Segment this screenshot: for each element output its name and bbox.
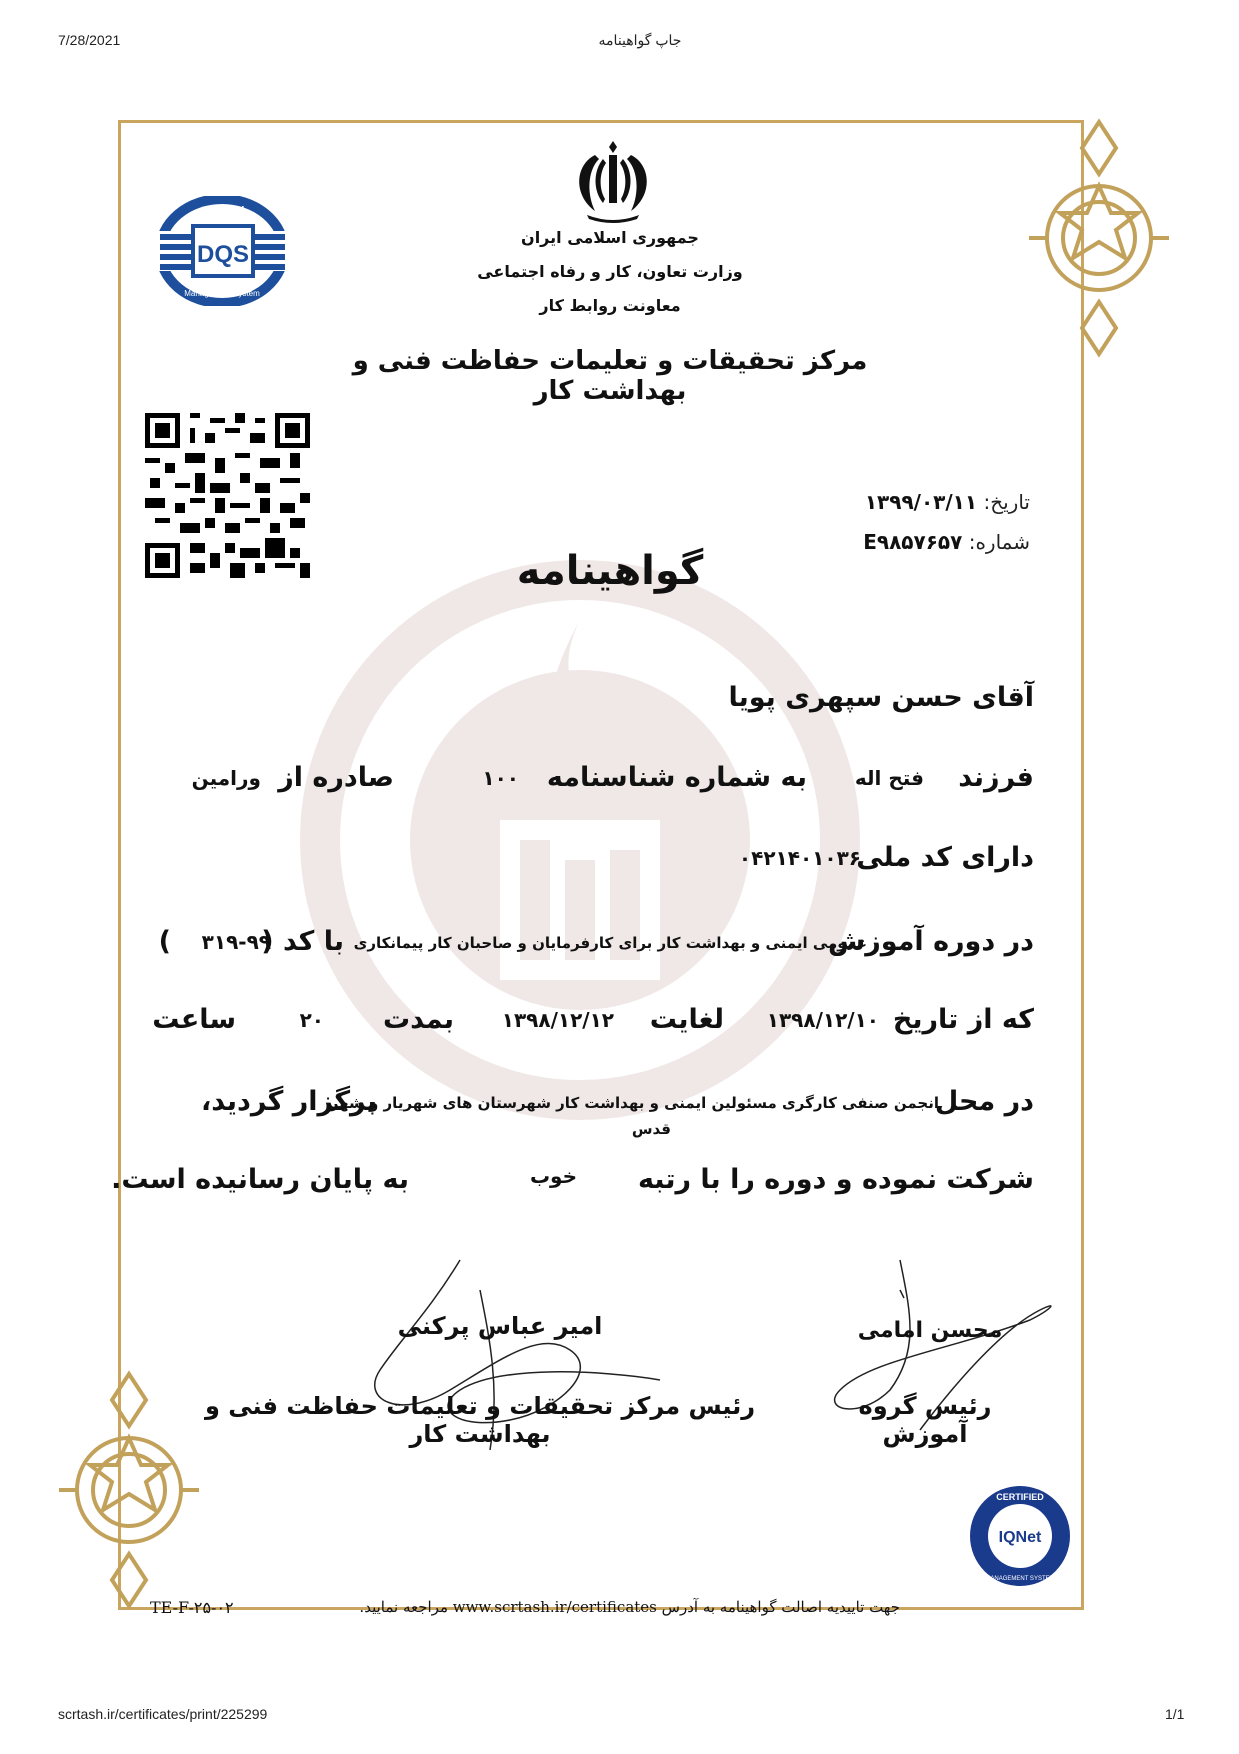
ornament-bottom-left-icon — [54, 1370, 204, 1610]
hours-label: ساعت — [152, 1004, 236, 1035]
date-label: تاریخ: — [983, 490, 1030, 514]
watermark-emblem-icon — [300, 560, 860, 1120]
grade-value: خوب — [529, 1164, 577, 1188]
course-code-close: ) — [158, 926, 171, 957]
print-date: 7/28/2021 — [58, 32, 121, 48]
child-label: فرزند — [958, 762, 1034, 793]
iqnet-certified-logo — [968, 1484, 1072, 1588]
from-label: که از تاریخ — [892, 1004, 1034, 1035]
number-value: E۹۸۵۷۶۵۷ — [863, 530, 963, 554]
print-url: scrtash.ir/certificates/print/225299 — [58, 1706, 268, 1722]
number-label: شماره: — [968, 530, 1030, 554]
iqnet-bottom-text: MANAGEMENT SYSTEM — [985, 1576, 1055, 1582]
header-line-republic: جمهوری اسلامی ایران — [521, 228, 699, 247]
place-label: در محل — [934, 1086, 1034, 1117]
course-code-label: با کد ( — [261, 926, 344, 957]
signatory-right-name: محسن امامی — [857, 1318, 1003, 1343]
recipient-name: آقای حسن سپهری پویا — [728, 682, 1034, 713]
signatory-left-title: رئیس مرکز تحقیقات و تعلیمات حفاظت فنی و بهداشت کار — [204, 1392, 756, 1448]
certificate-title: گواهینامه — [516, 548, 704, 594]
qr-code[interactable] — [145, 413, 310, 578]
form-code: TE-F-۲۵-۰۲ — [150, 1598, 234, 1617]
id-label: به شماره شناسنامه — [546, 762, 807, 793]
number-row — [820, 530, 1030, 554]
course-name: عمومی ایمنی و بهداشت کار برای کارفرمایان و صاحبان کار پیمانکاری — [353, 934, 867, 952]
issued-label: صادره از — [278, 762, 394, 793]
father-name: فتح اله — [854, 766, 924, 790]
place-line-1: انجمن صنفی کارگری مسئولین ایمنی و بهداشت کار شهرستان های شهریار و شهر — [329, 1094, 939, 1112]
course-code: ۳۱۹-۹۹ — [201, 930, 271, 954]
dqs-top-text: Certified — [199, 205, 245, 217]
national-code-label: دارای کد ملی — [856, 842, 1034, 873]
participated-label: شرکت نموده و دوره را با رتبه — [637, 1164, 1034, 1195]
from-date: ۱۳۹۸/۱۲/۱۰ — [766, 1008, 879, 1032]
dqs-bottom-text: Management System — [184, 289, 260, 298]
date-row — [820, 490, 1030, 514]
print-page-number: 1/1 — [1165, 1706, 1185, 1722]
issued-place: ورامین — [191, 766, 261, 790]
signatory-left-name: امیر عباس پرکنی — [397, 1312, 603, 1340]
org-title: مرکز تحقیقات و تعلیمات حفاظت فنی و بهداشت کار — [352, 346, 868, 406]
id-number: ۱۰۰ — [482, 766, 519, 790]
duration-value: ۲۰ — [299, 1008, 324, 1032]
dqs-certified-logo — [155, 196, 290, 306]
iran-emblem-icon — [565, 135, 661, 227]
print-title: جاپ گواهینامه — [598, 32, 682, 48]
header-line-deputy: معاونت روابط کار — [539, 296, 681, 315]
to-date: ۱۳۹۸/۱۲/۱۲ — [501, 1008, 614, 1032]
iqnet-mid-text: IQNet — [998, 1529, 1042, 1546]
to-label: لغایت — [649, 1004, 724, 1035]
iqnet-top-text: CERTIFIED — [996, 1492, 1044, 1502]
signatory-right-title: رئیس گروه آموزش — [858, 1392, 992, 1448]
header-line-ministry: وزارت تعاون، کار و رفاه اجتماعی — [477, 262, 743, 281]
ornament-top-right-icon — [1024, 118, 1174, 358]
verify-text: جهت تاییدیه اصالت گواهینامه به آدرس www.scrtash.ir/certificates مراجعه نمایید. — [359, 1598, 900, 1616]
held-label: برگزار گردید، — [201, 1086, 377, 1117]
dqs-mid-text: DQS — [196, 241, 250, 268]
duration-label: بمدت — [383, 1004, 454, 1035]
national-code: ۰۴۲۱۴۰۱۰۳۶ — [738, 846, 861, 870]
completed-label: به پایان رسانیده است. — [111, 1164, 409, 1195]
course-label: در دوره آموزش — [827, 926, 1034, 957]
date-value: ۱۳۹۹/۰۳/۱۱ — [864, 490, 978, 514]
place-line-2: قدس — [631, 1120, 671, 1138]
